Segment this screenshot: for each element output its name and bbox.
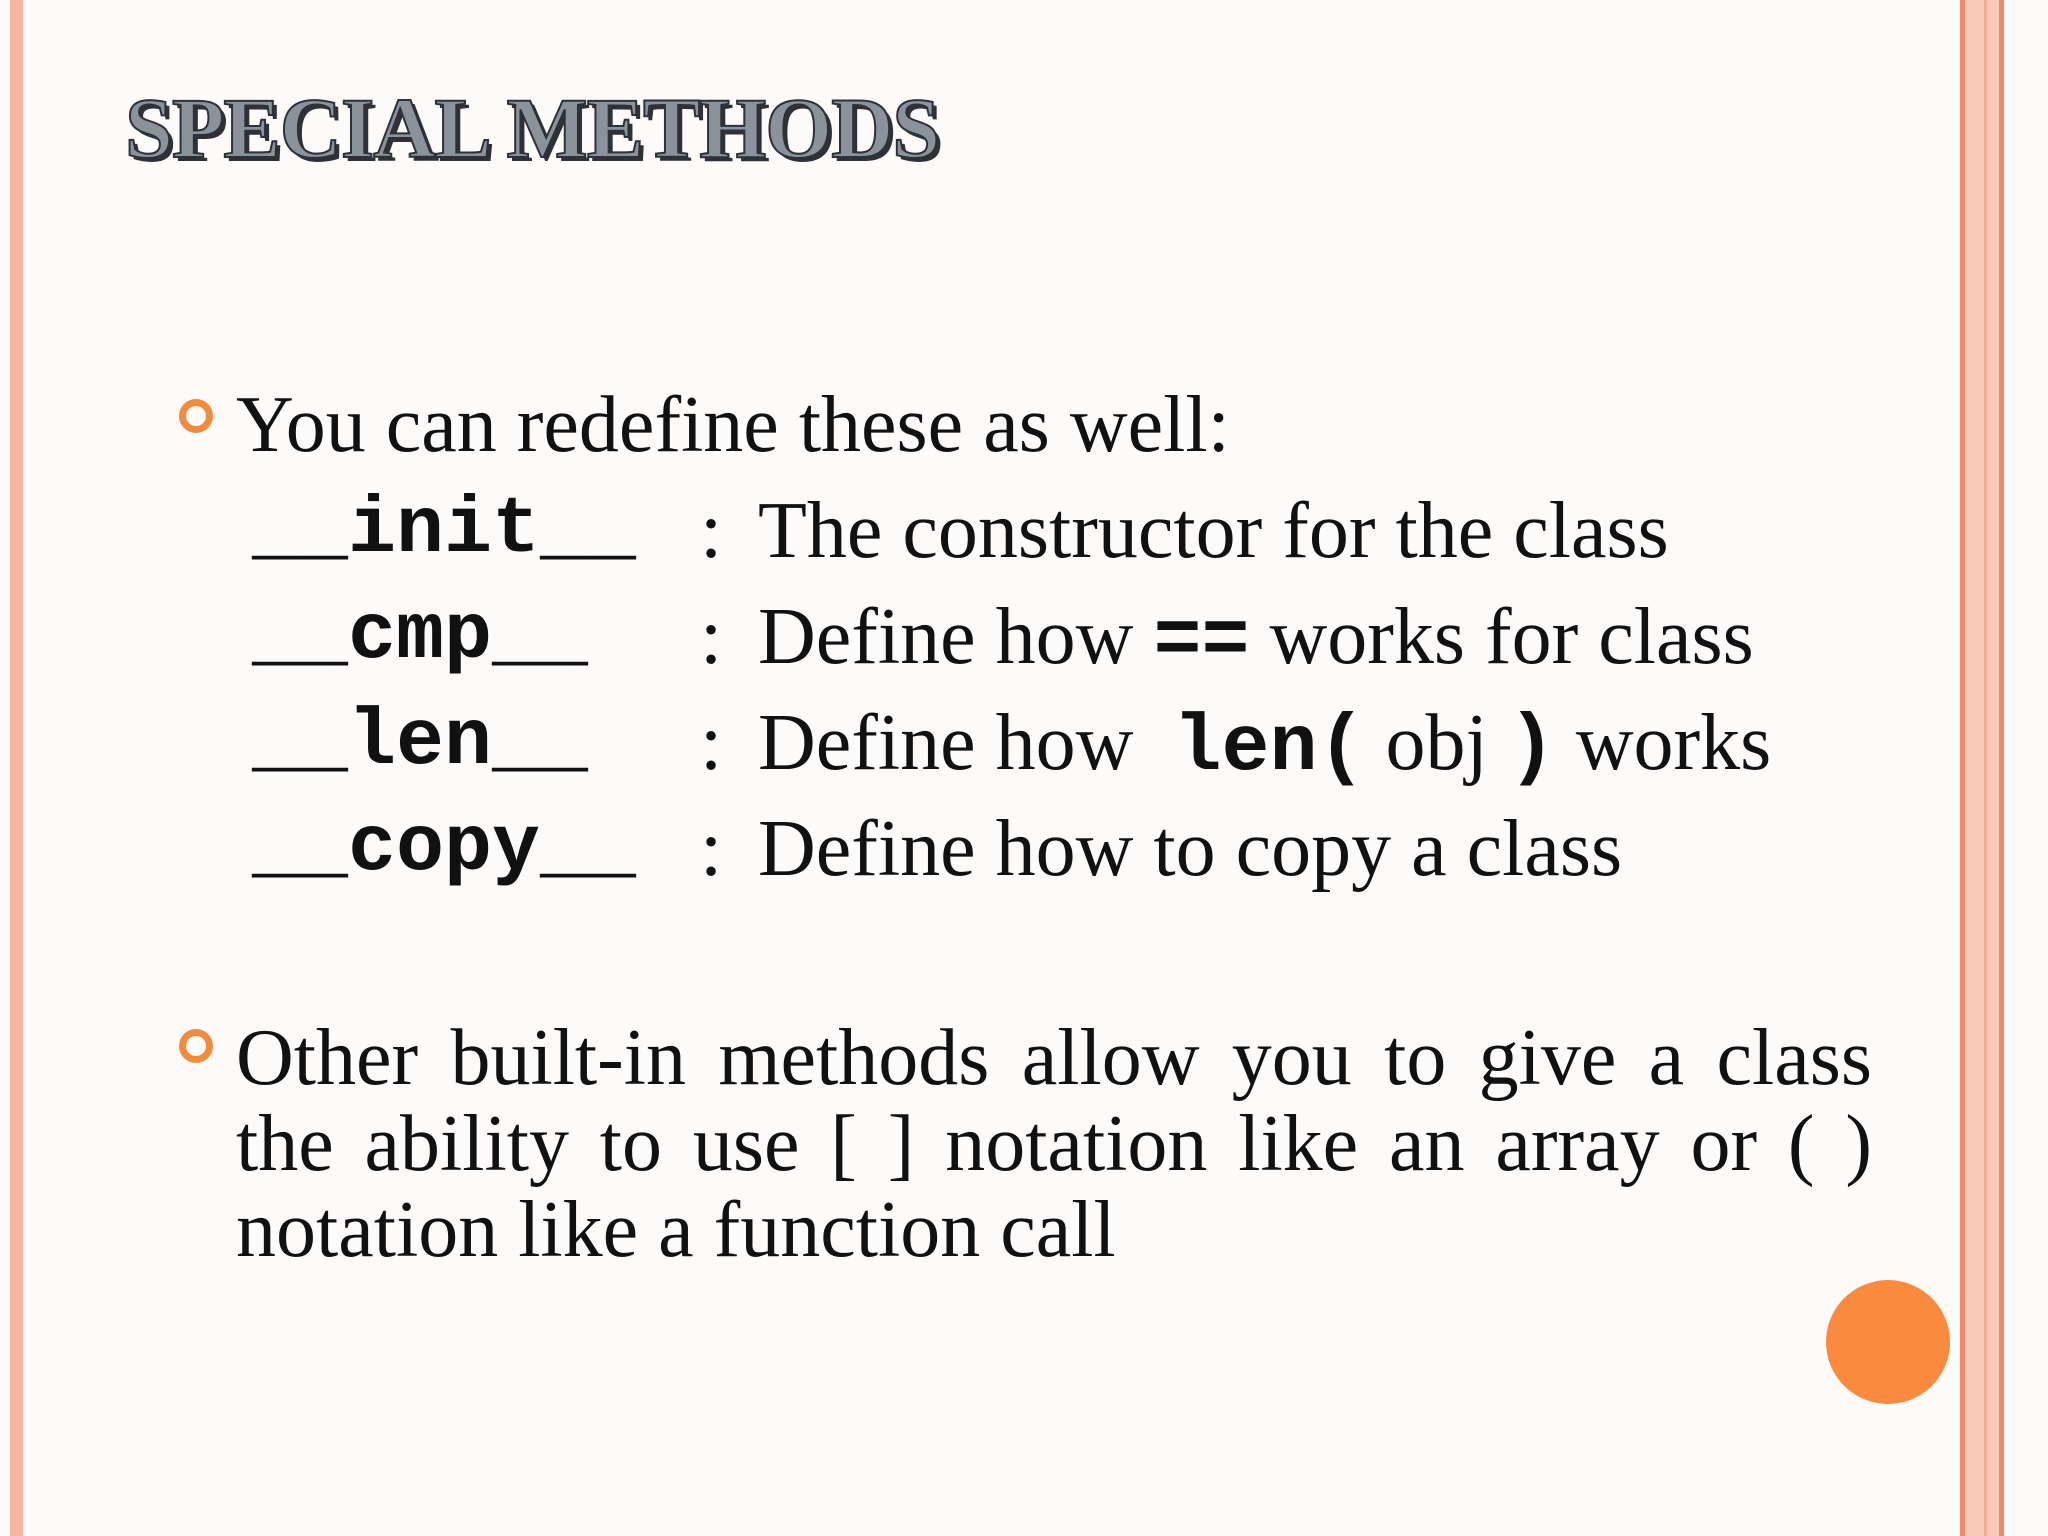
bullet-paragraph: Other built-in methods allow you to give a class the ability to use [ ] notation like an array or ( ) notation like a function call [236, 1014, 1872, 1274]
desc-text: works for class [1249, 593, 1754, 681]
method-row-copy [252, 803, 1952, 899]
right-border-line-middle [1984, 0, 1987, 1536]
method-colon: : [700, 699, 723, 787]
right-border-line-outer [1999, 0, 2004, 1536]
method-colon: : [700, 487, 723, 575]
desc-code: len( [1173, 703, 1366, 794]
method-name: __len__ [252, 697, 589, 788]
decorative-orange-circle [1826, 1280, 1950, 1404]
method-row-init [252, 485, 1952, 581]
method-row-cmp [252, 591, 1952, 688]
method-colon: : [700, 805, 723, 893]
method-description: Define how to copy a class [758, 805, 1623, 893]
bullet-intro-text: You can redefine these as well: [236, 381, 1230, 469]
method-row-len [252, 697, 1952, 794]
right-border-stripe [1964, 0, 2000, 1536]
desc-text: works [1555, 699, 1772, 787]
method-description [758, 699, 1772, 794]
desc-code: == [1153, 597, 1250, 688]
method-colon: : [700, 593, 723, 681]
method-description: The constructor for the class [758, 487, 1669, 575]
method-name: __copy__ [252, 803, 637, 894]
bullet-ring-icon [179, 1029, 213, 1063]
slide-title: SPECIAL METHODS [125, 80, 940, 176]
desc-code: ) [1507, 703, 1556, 794]
method-name: __init__ [252, 485, 637, 576]
method-name: __cmp__ [252, 591, 589, 682]
bullet-ring-icon [179, 399, 213, 433]
method-description [758, 593, 1754, 688]
desc-text: Define how [758, 699, 1174, 787]
right-border-line-inner [1960, 0, 1965, 1536]
desc-text: Define how [758, 593, 1154, 681]
left-border-stripe [10, 0, 23, 1536]
desc-text: obj [1365, 699, 1508, 787]
